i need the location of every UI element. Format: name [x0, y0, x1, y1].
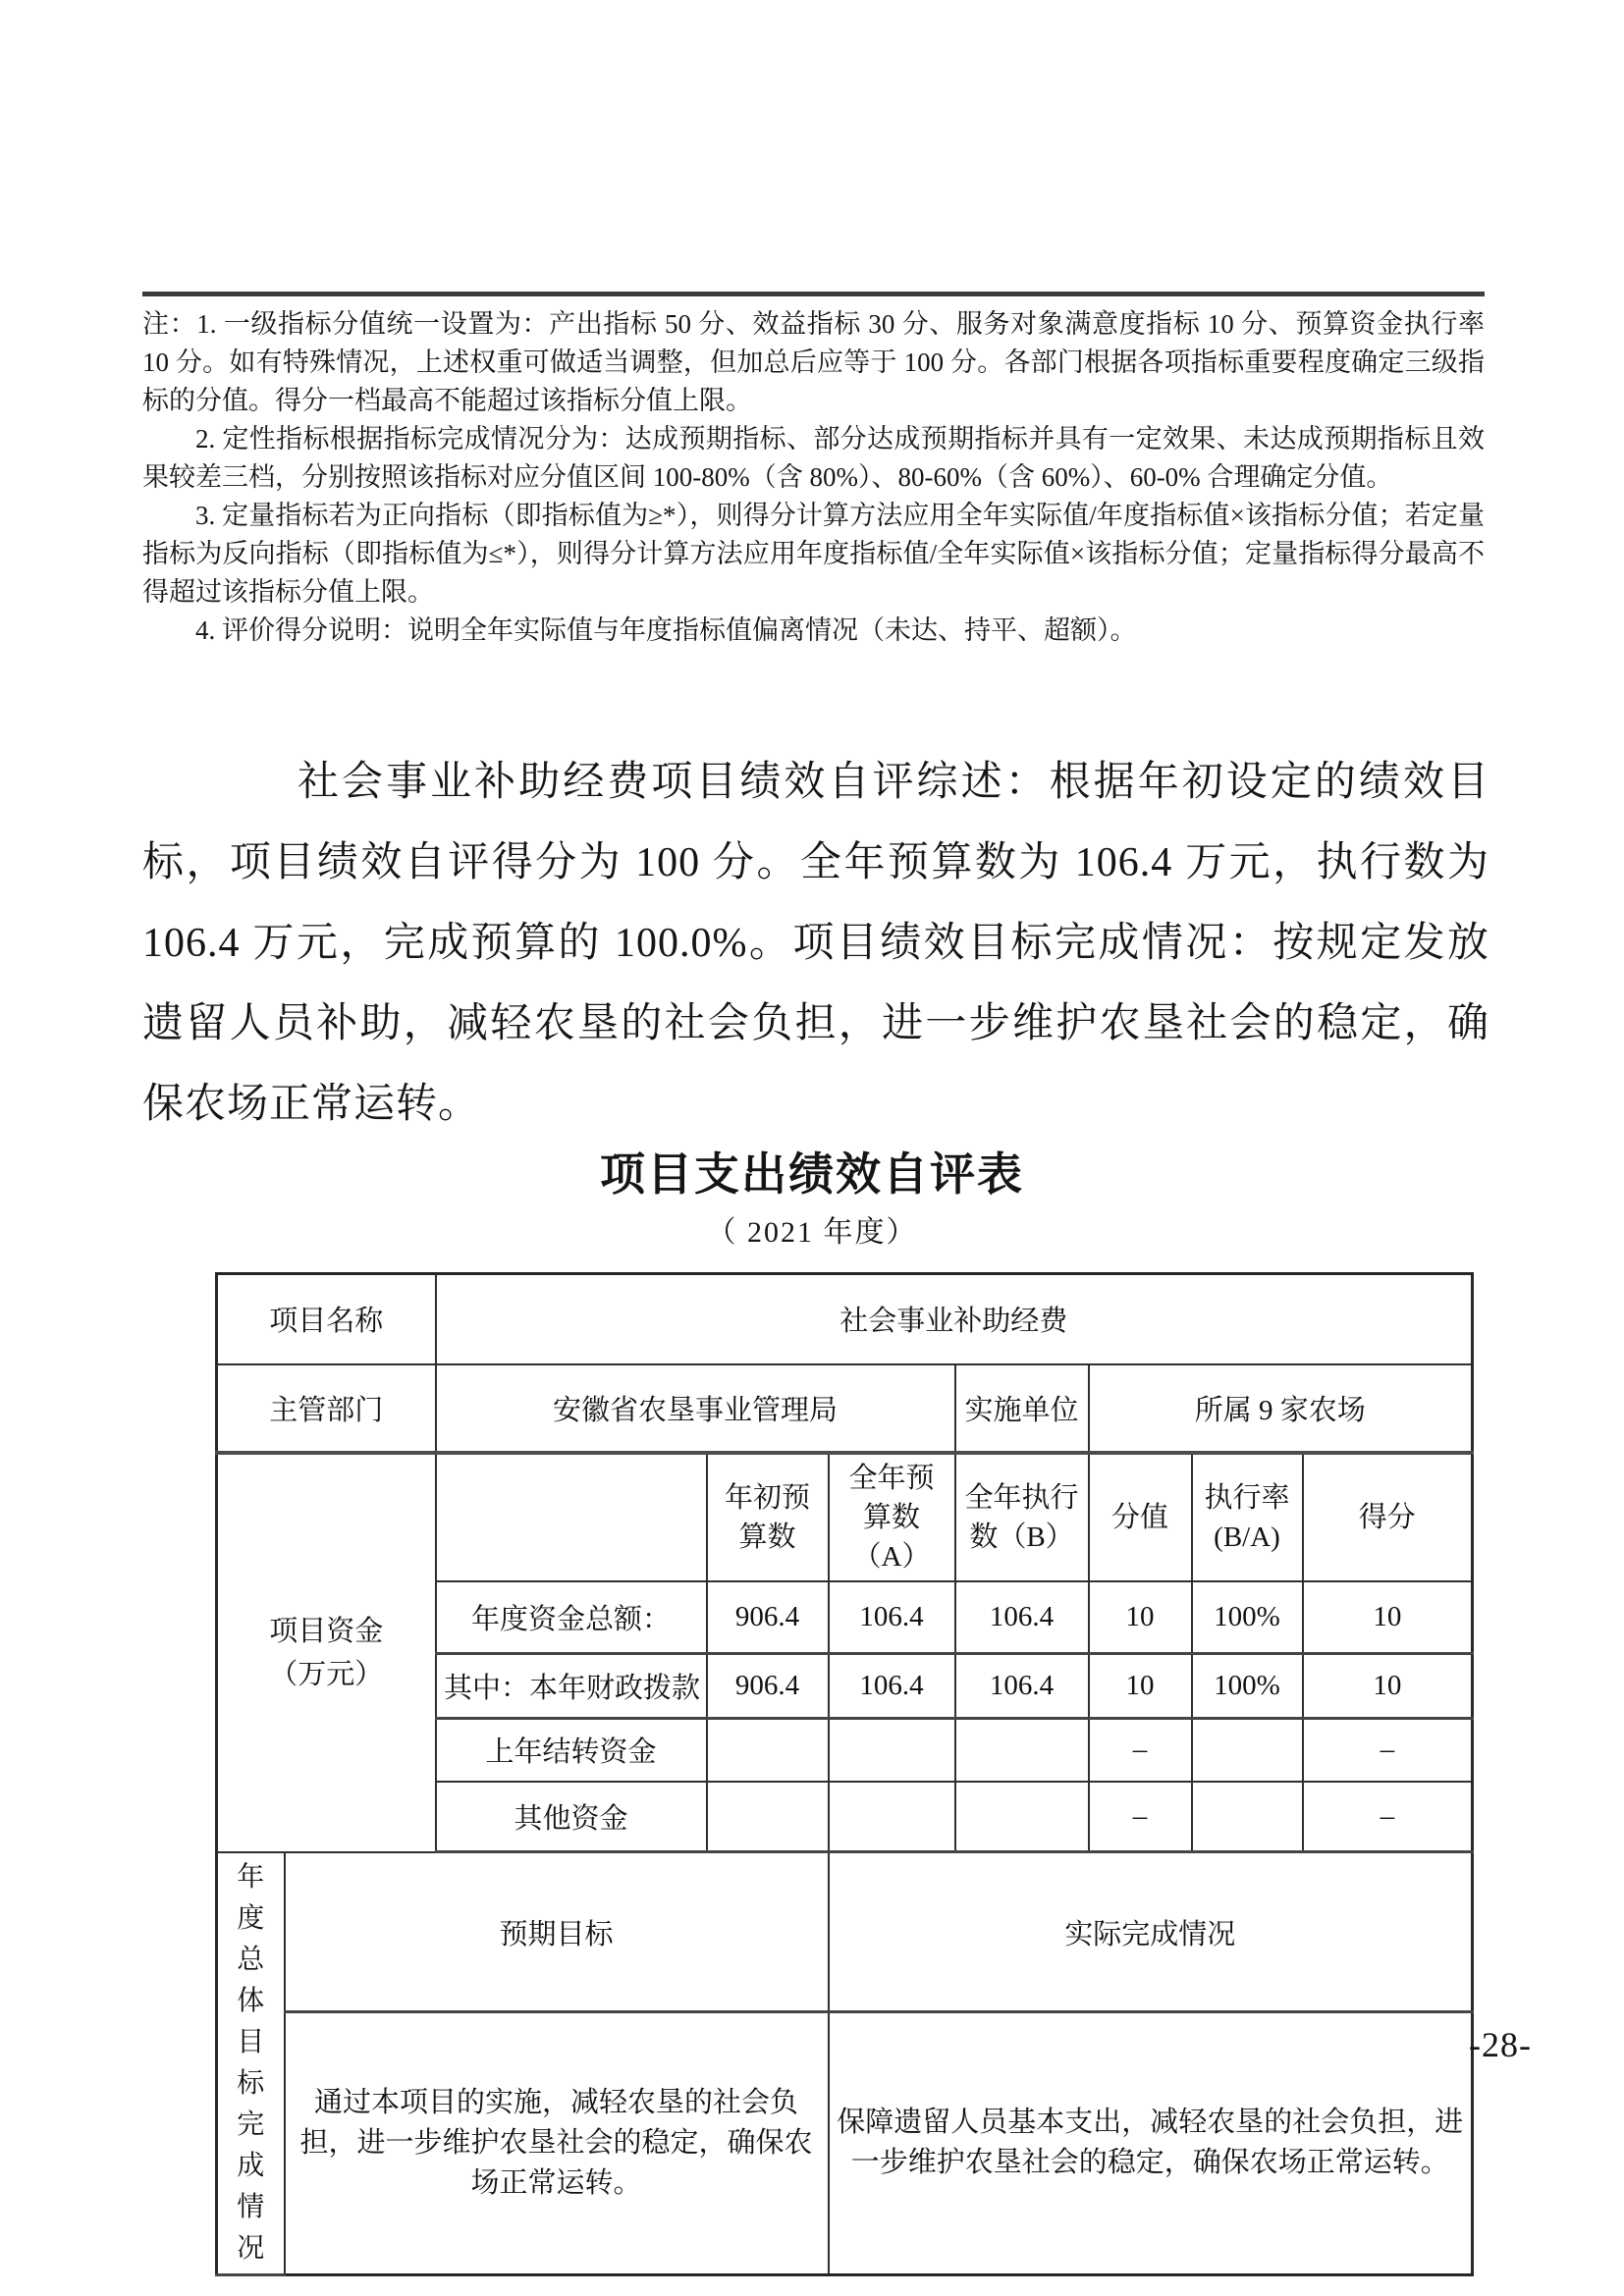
notes-section [142, 305, 1485, 650]
cell-fiscal-initial: 906.4 [707, 1654, 829, 1719]
table-title: 项目支出绩效自评表 [600, 1148, 1024, 1200]
col-header-initial-budget: 年初预算数 [707, 1453, 829, 1581]
note-item-1: 注：1. 一级指标分值统一设置为：产出指标 50 分、效益指标 30 分、服务对象满意度指标 10 分、预算资金执行率 10 分。如有特殊情况，上述权重可做适当调整，但加总后应等于 100 分。各部门根据各项指标重要程度确定三级指标的分值。得分一档最高不能超过该指标分值上限。 [142, 309, 1485, 415]
unit-value: 所属 9 家农场 [1089, 1364, 1473, 1453]
project-name-value: 社会事业补助经费 [436, 1274, 1473, 1364]
funds-label [217, 1453, 436, 1852]
cell-carryover-rate [1192, 1719, 1303, 1782]
self-evaluation-summary: 社会事业补助经费项目绩效自评综述：根据年初设定的绩效目标，项目绩效自评得分为 100 分。全年预算数为 106.4 万元，执行数为 106.4 万元，完成预算的 100.0%。项目绩效目标完成情况：按规定发放遗留人员补助，减轻农垦的社会负担，进一步维护农垦社会的稳定，确保农场正常运转。 [142, 760, 1489, 1127]
cell-other-score: – [1303, 1782, 1473, 1852]
table-row [217, 1453, 1473, 1581]
funds-row-name-other: 其他资金 [436, 1782, 707, 1852]
cell-carryover-score: – [1303, 1719, 1473, 1782]
cell-total-initial: 906.4 [707, 1581, 829, 1654]
note-item-3: 3. 定量指标若为正向指标（即指标值为≥*），则得分计算方法应用全年实际值/年度指标值×该指标分值；若定量指标为反向指标（即指标值为≤*），则得分计算方法应用年度指标值/全年实际值×该指标分值；定量指标得分最高不得超过该指标分值上限。 [142, 501, 1485, 607]
cell-other-rate [1192, 1782, 1303, 1852]
cell-fiscal-value: 10 [1089, 1654, 1192, 1719]
cell-carryover-initial [707, 1719, 829, 1782]
col-header-score-value: 分值 [1089, 1453, 1192, 1581]
cell-total-rate: 100% [1192, 1581, 1303, 1654]
actual-completion-header: 实际完成情况 [829, 1852, 1473, 2012]
cell-fiscal-score: 10 [1303, 1654, 1473, 1719]
funds-row-name-carryover: 上年结转资金 [436, 1719, 707, 1782]
cell-fiscal-execution: 106.4 [955, 1654, 1089, 1719]
cell-other-budget [829, 1782, 955, 1852]
funds-subrow-header-blank [436, 1453, 707, 1581]
annual-goal-label: 年度总体目标完成情况 [217, 1852, 285, 2275]
funds-label-line1: 项目资金 [269, 1615, 384, 1647]
table-row [217, 1364, 1473, 1453]
cell-carryover-execution [955, 1719, 1089, 1782]
page-number: -28- [1469, 2025, 1532, 2064]
cell-fiscal-budget: 106.4 [829, 1654, 955, 1719]
funds-label-line2: （万元） [269, 1658, 384, 1690]
cell-total-execution: 106.4 [955, 1581, 1089, 1654]
col-header-annual-execution: 全年执行数（B） [955, 1453, 1089, 1581]
notes-separator-line [142, 292, 1485, 296]
project-name-label: 项目名称 [217, 1274, 436, 1364]
col-header-annual-budget: 全年预算数（A） [829, 1453, 955, 1581]
note-item-4: 4. 评价得分说明：说明全年实际值与年度指标值偏离情况（未达、持平、超额）。 [195, 615, 1137, 645]
cell-other-initial [707, 1782, 829, 1852]
cell-total-budget: 106.4 [829, 1581, 955, 1654]
expected-goal-header: 预期目标 [285, 1852, 829, 2012]
table-subtitle: （ 2021 年度） [706, 1216, 918, 1249]
dept-label: 主管部门 [217, 1364, 436, 1453]
col-header-score: 得分 [1303, 1453, 1473, 1581]
note-item-2: 2. 定性指标根据指标完成情况分为：达成预期指标、部分达成预期指标并具有一定效果、未达成预期指标且效果较差三档，分别按照该指标对应分值区间 100-80%（含 80%）、80-60%（含 60%）、60-0% 合理确定分值。 [142, 424, 1485, 492]
cell-total-score: 10 [1303, 1581, 1473, 1654]
funds-row-name-fiscal: 其中：本年财政拨款 [436, 1654, 707, 1719]
table-row [217, 1274, 1473, 1364]
dept-value: 安徽省农垦事业管理局 [436, 1364, 955, 1453]
cell-other-execution [955, 1782, 1089, 1852]
self-evaluation-table [215, 1272, 1474, 2276]
cell-carryover-budget [829, 1719, 955, 1782]
col-header-execution-rate: 执行率(B/A) [1192, 1453, 1303, 1581]
cell-fiscal-rate: 100% [1192, 1654, 1303, 1719]
unit-label: 实施单位 [955, 1364, 1089, 1453]
actual-completion-text: 保障遗留人员基本支出，减轻农垦的社会负担，进一步维护农垦社会的稳定，确保农场正常运转。 [829, 2012, 1473, 2274]
table-row [217, 1852, 1473, 2012]
funds-row-name-total: 年度资金总额： [436, 1581, 707, 1654]
expected-goal-text: 通过本项目的实施，减轻农垦的社会负担，进一步维护农垦社会的稳定，确保农场正常运转。 [285, 2012, 829, 2274]
cell-carryover-value: – [1089, 1719, 1192, 1782]
cell-other-value: – [1089, 1782, 1192, 1852]
cell-total-value: 10 [1089, 1581, 1192, 1654]
